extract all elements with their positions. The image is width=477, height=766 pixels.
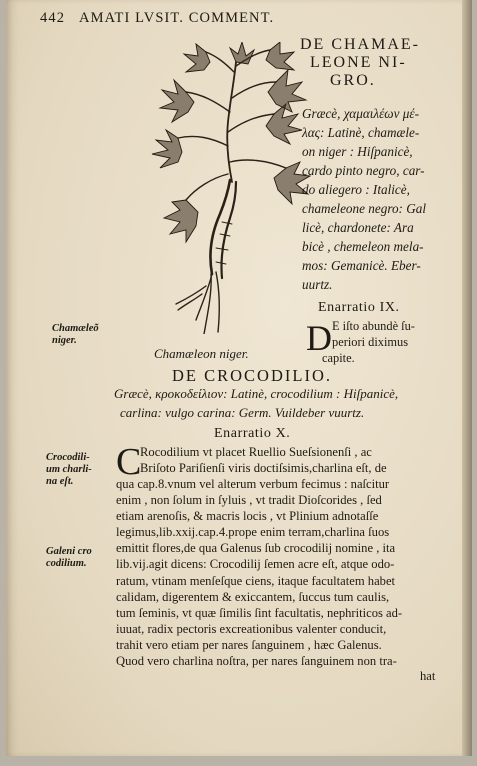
page-number: 442 bbox=[40, 10, 66, 26]
title-line: LEONE NI- bbox=[310, 54, 407, 71]
names-line: do aliegero : Italicè, bbox=[302, 182, 410, 197]
margin-note-line: niger. bbox=[52, 335, 77, 346]
text-line: periori diximus bbox=[332, 335, 409, 350]
enarratio-heading: Enarratio IX. bbox=[318, 300, 400, 315]
names-line: Græcè, κροκοδείλιον: Latinè, crocodilium : Hiſpanicè, bbox=[114, 386, 399, 401]
text-line: capite. bbox=[322, 351, 355, 365]
margin-note-line: na eſt. bbox=[46, 476, 74, 487]
title-line: DE CHAMAE- bbox=[300, 36, 420, 53]
body-line: emittit flores,de qua Galenus ſub crocodilij nomine , ita bbox=[116, 541, 396, 556]
body-line: tum ſeminis, vt quæ ſimilis ſint facultatis, nephriticos ad- bbox=[116, 605, 403, 620]
names-line: mos: Gemanicè. Eber- bbox=[302, 258, 421, 273]
running-head bbox=[40, 10, 274, 27]
margin-note-line: Chamæleõ bbox=[52, 323, 99, 334]
body-line: Rocodilium vt placet Ruellio Sueſsionenſi , ac bbox=[140, 445, 372, 459]
margin-note-line: Galeni cro bbox=[46, 546, 92, 557]
margin-note-line: codilium. bbox=[46, 558, 87, 569]
body-line: ratum, vtinam menſeſque ciens, itaque facultatem habet bbox=[116, 573, 396, 588]
body-line: etiam arenoſis, & macris locis , vt Plinium adnotaſſe bbox=[116, 509, 379, 524]
names-line: Græcè, χαμαιλέων μέ- bbox=[302, 106, 419, 121]
names-line: λας: Latinè, chamæle- bbox=[302, 125, 420, 140]
book-page bbox=[6, 0, 472, 756]
section-title-crocodilium: DE CROCODILIO. bbox=[172, 366, 332, 385]
crocodilium-names bbox=[114, 384, 398, 422]
margin-note-line: Crocodili- bbox=[46, 452, 90, 463]
names-line: carlina: vulgo carina: Germ. Vuildeber vuurtz. bbox=[120, 405, 365, 420]
names-line: chameleone negro: Gal bbox=[302, 201, 427, 216]
body-line: calidam, digerentem & exiccantem, ſuccus tum caulis, bbox=[116, 589, 390, 604]
enarratio-ix-text bbox=[332, 318, 415, 350]
body-line: lib.vij.agit dicens: Crocodilij ſemen acre eſt, atque odo- bbox=[116, 557, 395, 572]
text-line: E iſto abundè ſu- bbox=[332, 319, 415, 333]
names-line: on niger : Hiſpanicè, bbox=[302, 144, 413, 159]
body-line: legimus,lib.xxij.cap.4.prope enim terram,charlina ſuos bbox=[116, 525, 390, 540]
body-text bbox=[116, 476, 402, 669]
running-title: AMATI LVSIT. COMMENT. bbox=[79, 10, 275, 26]
page-gutter bbox=[462, 0, 472, 756]
chamaeleon-names bbox=[302, 104, 426, 294]
names-line: bicè , chemeleon mela- bbox=[302, 239, 424, 254]
illustration-caption: Chamæleon niger. bbox=[154, 346, 249, 361]
margin-note-galeni bbox=[46, 546, 92, 570]
body-line: Briſoto Pariſienſi viris doctiſsimis,charlina eſt, de bbox=[140, 461, 387, 475]
margin-note-line: um charli- bbox=[46, 464, 92, 475]
body-line: trahit vero etiam per nares ſanguinem , hæc Galenus. bbox=[116, 637, 382, 652]
margin-note-chamaeleon bbox=[52, 323, 99, 347]
margin-note-crocodilium bbox=[46, 452, 92, 488]
chamaeleon-niger-woodcut bbox=[116, 42, 316, 334]
names-line: uurtz. bbox=[302, 277, 333, 292]
names-line: cardo pinto negro, car- bbox=[302, 163, 425, 178]
catchword: hat bbox=[420, 669, 436, 683]
body-line: iuuat, radix pectoris excreationibus valenter conducit, bbox=[116, 621, 387, 636]
title-line: GRO. bbox=[330, 72, 376, 89]
body-line: Quod vero charlina noſtra, per nares ſanguinem non tra- bbox=[116, 654, 397, 669]
section-title-chamaeleon bbox=[300, 36, 420, 90]
drop-initial: C bbox=[116, 441, 142, 483]
enarratio-heading: Enarratio X. bbox=[214, 426, 291, 441]
drop-initial: D bbox=[306, 318, 332, 358]
names-line: licè, chardonete: Ara bbox=[302, 220, 414, 235]
body-line: enim , non ſolum in ſyluis , vt tradit Dioſcorides , ſed bbox=[116, 493, 382, 508]
body-line: qua cap.8.vnum vel alterum verbum fecimus : naſcitur bbox=[116, 477, 390, 491]
